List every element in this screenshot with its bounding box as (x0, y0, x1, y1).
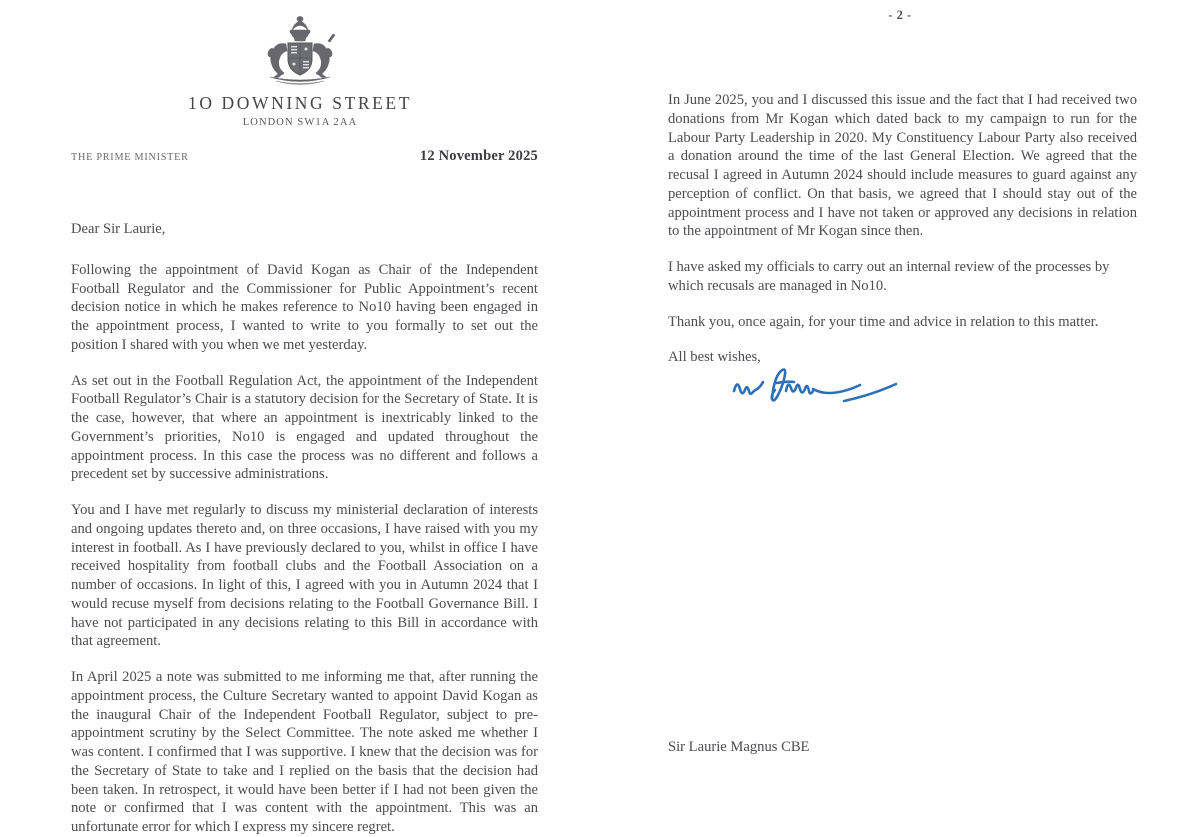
recipient-name: Sir Laurie Magnus CBE (668, 739, 810, 755)
paragraph: Following the appointment of David Kogan as Chair of the Independent Football Regulator and the Commissioner for Public Appointment’s recent decision notice in which he makes reference to No10 having been engaged in the appointment process, I wanted to write to you formally to set out the position I shared with you when we met yesterday. (71, 261, 538, 353)
handwritten-signature (728, 357, 1018, 417)
letter-body-page-one (71, 220, 538, 837)
sender-label: THE PRIME MINISTER (71, 152, 189, 163)
letterhead (0, 0, 600, 128)
letter-date: 12 November 2025 (419, 148, 538, 164)
salutation: Dear Sir Laurie, (71, 221, 166, 237)
paragraph: In April 2025 a note was submitted to me informing me that, after running the appointment process, the Culture Secretary wanted to appoint David Kogan as the inaugural Chair of the Independent Football Regulator, subject to pre-appointment scrutiny by the Select Committee. The note asked me whether I was content. I confirmed that I was supportive. I knew that the decision was for the Secretary of State to take and I replied on the basis that the decision had been taken. In retrospect, it would have been better if I had not been given the note or confirmed that I was content with the appointment. This was an unfortunate error for which I express my sincere regret. (71, 669, 538, 835)
paragraph: You and I have met regularly to discuss my ministerial declaration of interests and ongoing updates thereto and, on three occasions, I have raised with you my interest in football. As I have previously declared to you, whilst in office I have received hospitality from football clubs and the Football Association on a number of occasions. In light of this, I agreed with you in Autumn 2024 that I would recuse myself from decisions relating to the Football Governance Bill. I have not participated in any decisions relating to this Bill in accordance with that agreement. (71, 502, 538, 650)
paragraph: I have asked my officials to carry out an internal review of the processes by which recusals are managed in No10. (668, 259, 1110, 294)
paragraph: Thank you, once again, for your time and advice in relation to this matter. (668, 313, 1099, 330)
valediction: All best wishes, (668, 349, 761, 366)
page-number: - 2 - (888, 8, 912, 22)
letterhead-street: 1O DOWNING STREET (187, 93, 413, 113)
letter-meta-row (71, 148, 538, 165)
paragraph: In June 2025, you and I discussed this issue and the fact that I had received two donations from Mr Kogan which dated back to my campaign to run for the Labour Party Leadership in 2020. My Constituency Labour Party also received a donation around the time of the last General Election. We agreed that the recusal I agreed in Autumn 2024 should include measures to guard against any perception of conflict. On that basis, we agreed that I should stay out of the appointment process and I have not taken or approved any decisions in relation to the appointment of Mr Kogan since then. (668, 92, 1137, 240)
letter-body-page-two (668, 91, 1137, 367)
letter-page-two (600, 0, 1200, 798)
royal-coat-of-arms-icon (248, 14, 352, 88)
letter-page-one (0, 0, 600, 835)
letterhead-city: LONDON SW1A 2AA (242, 117, 358, 129)
paragraph: As set out in the Football Regulation Act, the appointment of the Independent Football Regulator’s Chair is a statutory decision for the Secretary of State. It is the case, however, that where an appointment is inextricably linked to the Government’s priorities, No10 is engaged and updated throughout the appointment process. In this case the process was no different and follows a precedent set by successive administrations. (71, 372, 538, 483)
